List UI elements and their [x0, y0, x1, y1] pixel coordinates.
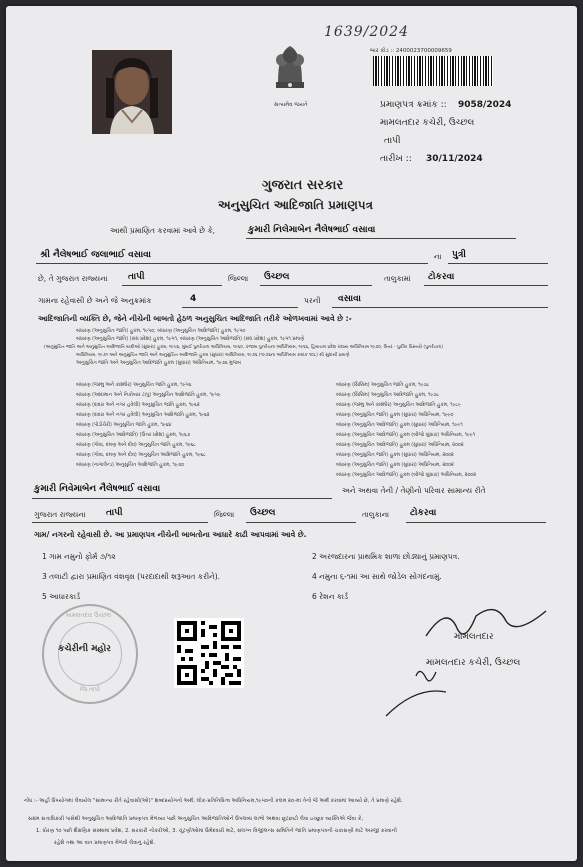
footer-line-3: રહેશે તથા આ વાત પ્રમાણપત્ર મેળવી લેવાનું રહેશે. — [54, 840, 156, 846]
basis-item: 1 ગામ નમુનો ફોર્મ ૭/૧૨ — [42, 552, 116, 561]
applicant-photo — [92, 50, 172, 134]
qr-code — [174, 618, 244, 688]
order-left: બંધારણ (નાગાલેન્ડ) અનુસુચિત આદિજાતિ હુકમ, ૧૯૭૦ — [76, 463, 184, 468]
order-left: બંધારણ (આંદામાન અને નિકોબાર ટાપુ) અનુસુચિત આદિજાતિ હુકમ, ૧૯૫૯ — [76, 393, 221, 398]
order-right: બંધારણ (અનુસુચિત આદિજાતિ) હુકમ (સુધારા) અધિનિયમ, ૨૦૦૨ — [336, 443, 464, 448]
taluka-label3: તાલુકાના — [362, 510, 390, 519]
district-value: તાપી — [128, 272, 145, 282]
barcode — [373, 56, 493, 86]
order-right: બંધારણ (અનુસુચિત આદિજાતિ) હુકમ (સુધારા) અધિનિયમ, ૧૯૯૧ — [336, 423, 463, 428]
basis-item: 2 અરજદારના પ્રાથમિક શાળા છોડ્યાનું પ્રમાણપત્ર. — [312, 552, 460, 561]
legal-line: (અનુસુચિત જાતિ અને અનુસુચિત આદિજાતિ યાદીઓ (સુધારા) હુકમ, ૧૯૫૬, મુંબઈ પુનર્રચના અધિનિયમ, ૧૯૬૦, પંજાબ પુનર્રચના અધિનિયમ, ૧૯૬૬, હિમાચલ પ્રદેશ રાજ્ય અધિનિયમ ૧૯૭૦, ઉત્તર - પુર્વીય વિસ્તારો (પુનર્રચના) — [44, 345, 444, 350]
seal-ring-text: મામલતદાર ઉચ્છલ — [66, 612, 112, 619]
footer-line-1: સક્ષમ સત્તાધિકારી પાસેથી અનુસુચિત આદિજાતિ પ્રમાણપત્ર મેળવ્યા પછી અનુસુચિત આદિજાતિઓને ઉપલબ્ધ લાભો અથવા છૂટછાટો લેવા ઇચ્છુક વ્યક્તિએ જેવા કે, — [28, 816, 364, 822]
order-right: બંધારણ (જમ્મુ અને કાશ્મીર) અનુસુચિત આદિજાતિ હુકમ, ૧૯૮૯ — [336, 403, 461, 408]
date-label: તારીખ :: — [380, 154, 412, 164]
sign-title: મામલતદાર — [454, 632, 494, 642]
order-right: બંધારણ (અનુસુચિત આદિજાતિ) હુકમ (બીજો સુધારા) અધિનિયમ, ૧૯૯૧ — [336, 433, 476, 438]
office-line: મામલતદાર કચેરી, ઉચ્છલ — [380, 118, 475, 128]
village-prefix: ગામના રહેવાસી છે અને જે અનુક્રમાંક — [38, 296, 152, 305]
order-left: બંધારણ (અનુસુચિત આદિજાતિ) (ઉત્તર પ્રદેશ) હુકમ, ૧૯૬૭ — [76, 433, 191, 438]
certificate-paper — [6, 6, 577, 861]
na-label: ના — [434, 252, 442, 261]
office-seal — [42, 604, 138, 704]
order-right: બંધારણ (સિક્કિમ) અનુસુચિત જાતિ હુકમ, ૧૯૭૮ — [336, 383, 430, 388]
certificate-title: અનુસુચિત આદિજાતિ પ્રમાણપત્ર — [218, 198, 373, 212]
basis-item: 5 આધારકાર્ડ — [42, 592, 81, 601]
order-right: બંધારણ (અનુસુચિત આદિજાતિ) હુકમ (બીજો સુધારા) અધિનિયમ, ૨૦૦૨ — [336, 473, 477, 478]
order-left: બંધારણ (ગોવા, દમણ અને દીવ) અનુસુચિત જાતિ હુકમ, ૧૯૬૮ — [76, 443, 196, 448]
legal-line: અનુસુચિત જાતિ અને અનુસુચિત આદિજાતિ હુકમ (સુધારા) અધિનિયમ, ૧૯૭૬ મુજબ — [76, 361, 241, 366]
order-left: બંધારણ (દાદરા અને નગર હવેલી) અનુસુચિત આદિજાતિ હુકમ, ૧૯૬૨ — [76, 413, 210, 418]
barcode-label: બાર કોડ :: 2400023700009659 — [370, 48, 452, 54]
intro-text: આથી પ્રમાણિત કરવામાં આવે છે કે, — [110, 226, 216, 235]
district-label3: જિલ્લા — [214, 510, 235, 519]
district3: તાપી — [106, 508, 123, 518]
tribe-name: વસાવા — [338, 294, 361, 304]
family-text: અને અથવા તેની / તેણીનો પરિવાર સામાન્ય રીતે — [342, 486, 486, 495]
pari-label: પરની — [304, 296, 321, 305]
legal-line: બંધારણ (અનુસુચિત જાતિ) (સંઘ પ્રદેશ) હુકમ, ૧૯૫૧, બંધારણ (અનુસુચિત આદિજાતિ) (સંઘ પ્રદેશ) હુકમ, ૧૯૫૧ પ્રમાણે — [76, 337, 305, 342]
father-name: શ્રી નૈલેષભાઈ જલાભાઈ વસાવા — [40, 250, 151, 260]
village: ટોકરવા — [428, 272, 455, 282]
district-label: જિલ્લા — [228, 274, 249, 283]
basis-item: 6 રેશન કાર્ડ — [312, 592, 349, 601]
basis-item: 4 નમુના ૬-૧માં આ સાથે જોડેલ સોગંદનામું. — [312, 572, 442, 581]
order-right: બંધારણ (અનુસુચિત જાતિ) હુકમ (સુધારા) અધિનિયમ, ૨૦૦૨ — [336, 463, 454, 468]
serial-number: 4 — [190, 294, 197, 304]
order-right: બંધારણ (અનુસુચિત જાતિ) હુકમ (સુધારા) અધિનિયમ, ૧૯૯૦ — [336, 413, 454, 418]
seal-text: કચેરીની મહોર — [58, 644, 111, 654]
emblem-caption: સત્યમેવ જયતે — [274, 102, 308, 108]
order-left: બંધારણ (ગોવા, દમણ અને દીવ) અનુસુચિત આદિજાતિ હુકમ, ૧૯૬૮ — [76, 453, 206, 458]
order-left: બંધારણ (દાદરા અને નગર હવેલી) અનુસુચિત જાતિ હુકમ, ૧૯૬૨ — [76, 403, 200, 408]
note-text: નોંધ :- અહીં ઉપયોગમાં લેવાયેલ "સામાન્ય રીતે રહેવાસી(ઓ)" શબ્દપ્રયોગનો અર્થ, લોક-પ્રતિનિધિત્વ અધિનિયમ,૧૯૫૦ની કલમ ૨૦-માં તેનો જે અર્થ કરવામાં આવ્યો છે, તે પ્રમાણે રહેશે. — [24, 798, 403, 804]
taluka-label: તાલુકામાં — [384, 274, 411, 283]
person-name: કુમારી નિલેમાબેન નૈલેષભાઈ વસાવા — [248, 225, 376, 235]
certificate-no: 9058/2024 — [458, 100, 512, 110]
residence-text: ગામ/ નગરનો રહેવાસી છે. આ પ્રમાણપત્ર નીચેની બાબતોના આધારે કાઢી આપવામાં આવે છે. — [34, 530, 307, 539]
certificate-no-label: પ્રમાણપત્ર ક્રમાંક :: — [380, 100, 447, 110]
office-taluka: તાપી — [384, 136, 401, 146]
order-right: બંધારણ (સિક્કિમ) અનુસુચિત આદિજાતિ હુકમ, ૧૯૭૮ — [336, 393, 440, 398]
state2: ગુજરાત રાજ્યના — [34, 510, 86, 519]
village2: ટોકરવા — [410, 508, 437, 518]
relation: પુત્રી — [452, 250, 466, 260]
legal-line: બંધારણ (અનુસુચિત જાતિ) હુકમ, ૧૯૫૦, બંધારણ (અનુસુચિત આદિજાતિ) હુકમ, ૧૯૫૦ — [76, 329, 246, 334]
handwritten-number: 1639/2024 — [324, 24, 409, 40]
sign-office: મામલતદાર કચેરી, ઉચ્છલ — [426, 658, 521, 668]
district4: ઉચ્છલ — [250, 508, 276, 518]
legal-line: અધિનિયમ, ૧૯૭૧ અને અનુસુચિત જાતિ અને અનુસુચિત આદિજાતિ હુકમ (સુધારા) અધિનિયમ, ૧૯૭૬ (૧૯૭૬ના અધિનિયમ ક્રમાંક ૧૦૮) થી સુધાર્યા પ્રમાણે — [76, 353, 350, 358]
seal-bottom: જિ.તાપી — [80, 686, 100, 693]
person-name-2: કુમારી નિવેમાબેન નૈલેષભાઈ વસાવા — [34, 484, 161, 494]
ashoka-emblem-icon — [268, 38, 312, 102]
footer-line-2: 1. ધોરણ ૧૦ પછી શૈક્ષણિક સંસ્થામાં પ્રવેશ, 2. સરકારી નોકરીઓ, 3. ચૂંટણીઓમાં ઉમેદવારી માટે, સંલગ્ન વિજીલન્સ સમિતિને જાતિ પ્રમાણપત્રની ચકાસણી માટે અરજી કરવાની — [36, 828, 398, 834]
issue-date: 30/11/2024 — [426, 154, 483, 164]
order-left: બંધારણ (પોંડીચેરી) અનુસુચિત જાતિ હુકમ, ૧૯૬૪ — [76, 423, 172, 428]
state-prefix: છે, તે ગુજરાત રાજ્યના — [38, 274, 108, 283]
order-right: બંધારણ (અનુસુચિત જાતિ) હુકમ (સુધારા) અધિનિયમ, ૨૦૦૨ — [336, 453, 454, 458]
order-left: બંધારણ (જમ્મુ અને કાશ્મીર) અનુસુચિત જાતિ હુકમ, ૧૯૫૬ — [76, 383, 192, 388]
district2: ઉચ્છલ — [264, 272, 290, 282]
tribe-statement: આદિજાતિની વ્યક્તિ છે, જેને નીચેની બાબતો હેઠળ અનુસુચિત આદિજાતિ તરીકે ઓળખવામાં આવે છે :- — [38, 314, 352, 323]
gov-title: ગુજરાત સરકાર — [262, 178, 344, 193]
basis-item: 3 તલાટી દ્વારા પ્રમાણિત વંશવૃક્ષ (પરદાદાથી શરૂઆત કરીને). — [42, 572, 221, 581]
